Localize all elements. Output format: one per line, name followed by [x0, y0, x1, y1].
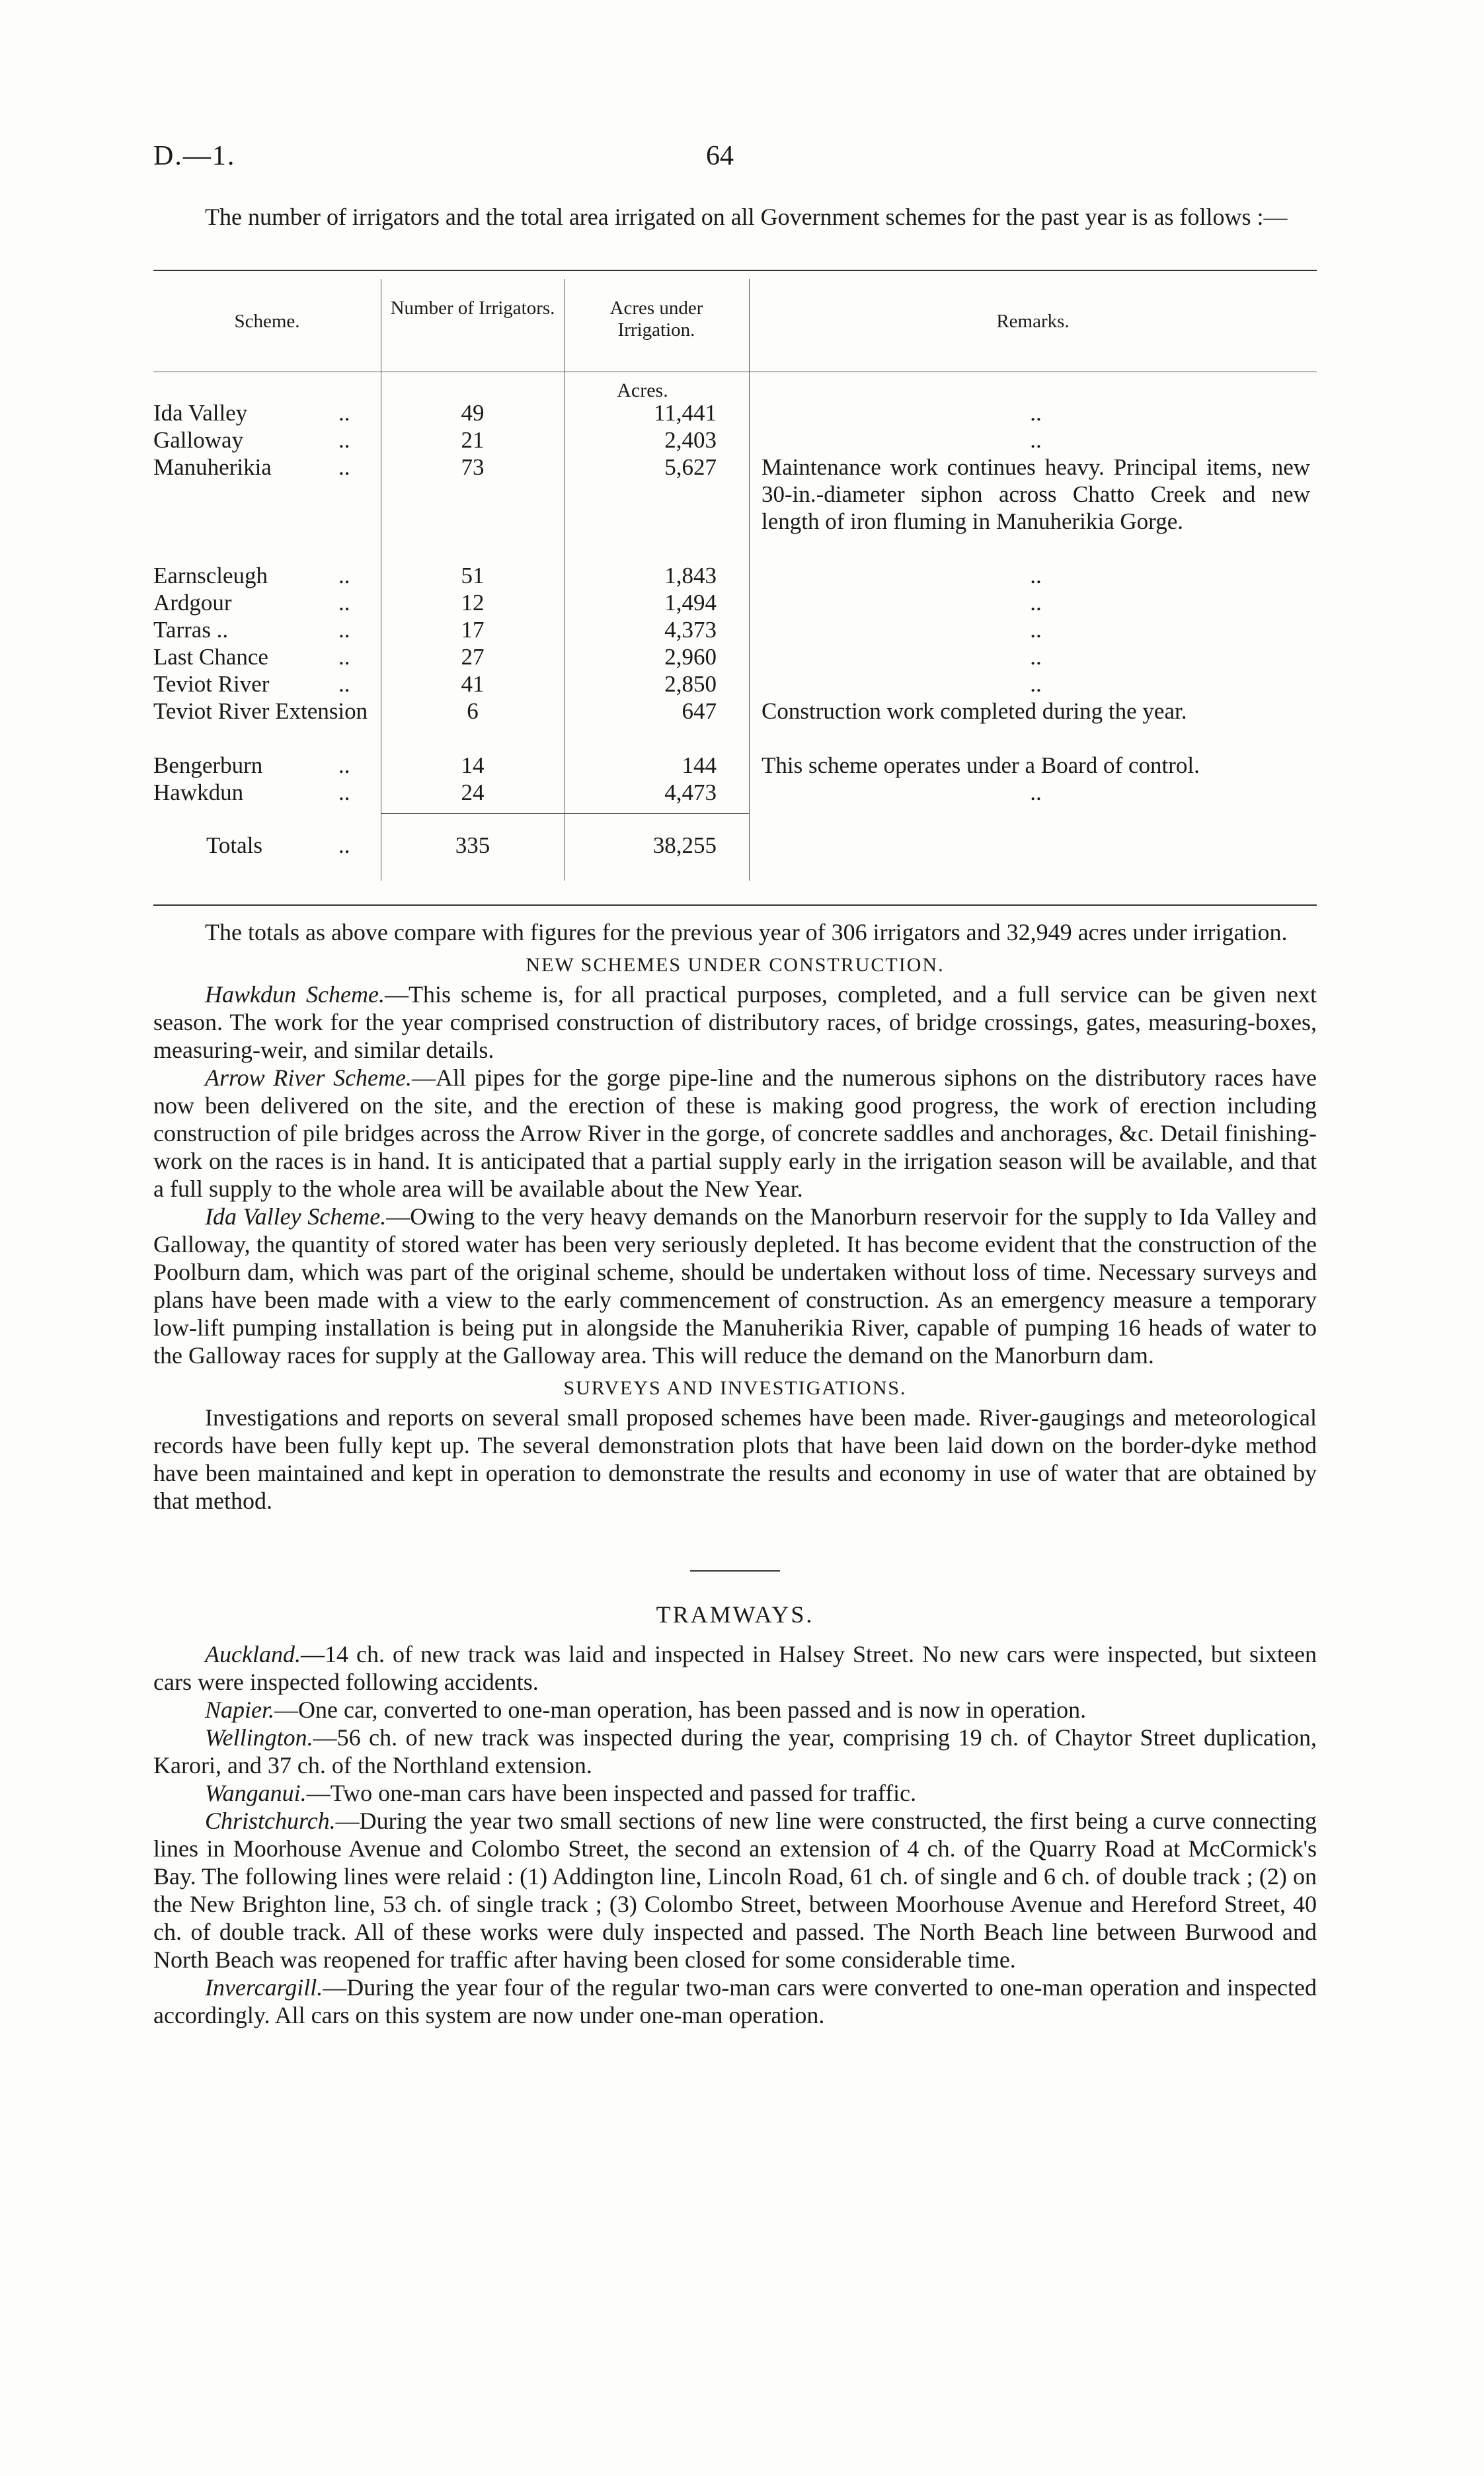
- surveys-paragraph: Investigations and reports on several small proposed schemes have been made. River-gaugings and meteorological records have been fully kept up. The several demonstration plots that have been laid down on the border-dyke method have been maintained and kept in operation to demonstrate the results and economy in use of water that are obtained by that method.: [153, 1404, 1317, 1514]
- leader-dots: ..: [338, 644, 350, 670]
- remarks-text: Maintenance work continues heavy. Principal items, new 30-in.-diameter siphon across Chatto Creek and new length of iron fluming in Manuherikia Gorge.: [762, 454, 1310, 534]
- tramway-paragraph: [153, 1779, 1317, 1807]
- leader-dots: ..: [338, 427, 350, 453]
- tramway-paragraph: [153, 1640, 1317, 1696]
- scheme-name: Teviot River Extension: [153, 698, 368, 724]
- acres-value: 2,960: [664, 644, 717, 670]
- acres-value: 144: [682, 752, 717, 778]
- acres-value: 1,843: [664, 563, 717, 588]
- intro-paragraph: The number of irrigators and the total area irrigated on all Government schemes for the past year is as follows :—: [205, 204, 1288, 230]
- remarks-text: ..: [1030, 427, 1042, 453]
- comparison-paragraph: The totals as above compare with figures for the previous year of 306 irrigators and 32,949 acres under irrigation.: [205, 919, 1288, 945]
- col-header-acres: Acres under Irrigation.: [609, 298, 703, 340]
- column-divider: [749, 279, 750, 881]
- surveys-heading: SURVEYS AND INVESTIGATIONS.: [563, 1377, 907, 1399]
- irrigators-value: 14: [461, 752, 485, 778]
- remarks-text: ..: [1030, 671, 1042, 697]
- tramway-paragraph: [153, 1724, 1317, 1779]
- scheme-name: Tarras ..: [153, 617, 229, 643]
- leader-dots: ..: [338, 671, 350, 697]
- new-schemes-heading: NEW SCHEMES UNDER CONSTRUCTION.: [526, 954, 945, 976]
- leader-dots: ..: [338, 617, 350, 643]
- scheme-name: Manuherikia: [153, 454, 272, 480]
- place-name: Wellington.: [205, 1724, 313, 1751]
- col-header-irrigators: Number of Irrigators.: [390, 298, 555, 319]
- acres-value: 1,494: [664, 590, 717, 616]
- tramway-paragraph: [153, 1807, 1317, 1974]
- irrigators-value: 27: [461, 644, 485, 670]
- acres-value: 647: [682, 698, 717, 724]
- acres-value: 2,403: [664, 427, 717, 453]
- scheme-name: Ida Valley: [153, 400, 248, 426]
- table-top-rule: [153, 270, 1317, 271]
- tramway-text: —During the year two small sections of new line were constructed, the first being a curve connecting lines in Moorhouse Avenue and Colombo Street, the second an extension of 4 ch. of the Quarry Road at McCormick's Bay. The following lines were relaid : (1) Addington line, Lincoln Road, 61 ch. of single and 6 ch. of double track ; (2) on the New Brighton line, 53 ch. of single track ; (3) Colombo Street, between Moorhouse Avenue and Hereford Street, 40 ch. of double track. All of these works were duly inspected and passed. The North Beach line between Burwood and North Beach was reopened for traffic after having been closed for some considerable time.: [153, 1808, 1317, 1973]
- irrigators-value: 17: [461, 617, 485, 643]
- tramway-text: —One car, converted to one-man operation, has been passed and is now in operation.: [274, 1697, 1087, 1723]
- tramway-text: —During the year four of the regular two-man cars were converted to one-man operation and inspected accordingly. All cars on this system are now under one-man operation.: [153, 1974, 1317, 2028]
- remarks-text: ..: [1030, 590, 1042, 616]
- document-reference: D.—1.: [153, 141, 236, 171]
- place-name: Invercargill.: [205, 1974, 323, 2001]
- tramway-text: —Two one-man cars have been inspected and passed for traffic.: [306, 1780, 917, 1806]
- col-header-scheme: Scheme.: [234, 311, 300, 332]
- scheme-name: Last Chance: [153, 644, 268, 670]
- leader-dots: ..: [338, 563, 350, 588]
- irrigators-value: 49: [461, 400, 485, 426]
- page-number: 64: [706, 141, 734, 171]
- scheme-name: Teviot River: [153, 671, 270, 697]
- leader-dots: ..: [338, 400, 350, 426]
- acres-value: 4,473: [664, 779, 717, 805]
- leader-dots: ..: [338, 779, 350, 805]
- tramway-paragraph: [153, 1696, 1317, 1724]
- leader-dots: ..: [338, 454, 350, 480]
- place-name: Wanganui.: [205, 1780, 307, 1806]
- tramway-paragraph: [153, 1974, 1317, 2029]
- totals-rule: [381, 813, 749, 814]
- remarks-text: This scheme operates under a Board of control.: [762, 752, 1200, 778]
- remarks-text: ..: [1030, 400, 1042, 426]
- place-name: Auckland.: [205, 1641, 301, 1667]
- acres-unit-label: Acres.: [617, 379, 668, 401]
- tramway-text: —56 ch. of new track was inspected during the year, comprising 19 ch. of Chaytor Street duplication, Karori, and 37 ch. of the Northland extension.: [153, 1724, 1317, 1778]
- scheme-text: —All pipes for the gorge pipe-line and the numerous siphons on the distributory races have now been delivered on the site, and the erection of these is making good progress, the work of erection including construction of pile bridges across the Arrow River in the gorge, of concrete saddles and anchorages, &c. Detail finishing-work on the races is in hand. It is anticipated that a partial supply early in the irrigation season will be available, and that a full supply to the whole area will be available about the New Year.: [153, 1064, 1317, 1202]
- irrigators-value: 6: [467, 698, 479, 724]
- scheme-title: Hawkdun Scheme.: [205, 981, 385, 1008]
- acres-value: 5,627: [664, 454, 717, 480]
- remarks-text: Construction work completed during the year.: [762, 698, 1187, 724]
- scheme-name: Bengerburn: [153, 752, 263, 778]
- body-text: [153, 918, 1317, 2029]
- acres-value: 4,373: [664, 617, 717, 643]
- remarks-text: ..: [1030, 779, 1042, 805]
- scheme-name: Earnscleugh: [153, 563, 268, 588]
- acres-value: 11,441: [654, 400, 717, 426]
- leader-dots: ..: [338, 590, 350, 616]
- scheme-text: —Owing to the very heavy demands on the Manorburn reservoir for the supply to Ida Valley and Galloway, the quantity of stored water has been very seriously depleted. It has become evident that the construction of the Poolburn dam, which was part of the original scheme, should be undertaken without loss of time. Necessary surveys and plans have been made with a view to the early commencement of construction. As an emergency measure a temporary low-lift pumping installation is being put in alongside the Manuherikia River, capable of pumping 16 heads of water to the Galloway races for supply at the Galloway area. This will reduce the demand on the Manorburn dam.: [153, 1203, 1317, 1369]
- tramways-heading: TRAMWAYS.: [656, 1601, 814, 1628]
- irrigators-value: 12: [461, 590, 485, 616]
- section-separator: [690, 1570, 780, 1572]
- acres-value: 2,850: [664, 671, 717, 697]
- scheme-name: Ardgour: [153, 590, 232, 616]
- new-scheme-paragraph: [153, 1203, 1317, 1369]
- leader-dots: ..: [338, 832, 350, 858]
- new-scheme-paragraph: [153, 1064, 1317, 1203]
- new-scheme-paragraph: [153, 980, 1317, 1064]
- totals-irrigators: 335: [455, 832, 490, 858]
- tramway-text: —14 ch. of new track was laid and inspected in Halsey Street. No new cars were inspected, but sixteen cars were inspected following accidents.: [153, 1641, 1317, 1695]
- remarks-text: ..: [1030, 563, 1042, 588]
- scheme-text: —This scheme is, for all practical purposes, completed, and a full service can be given next season. The work for the year comprised construction of distributory races, of bridge crossings, gates, measuring-boxes, measuring-weir, and similar details.: [153, 981, 1317, 1063]
- irrigators-value: 41: [461, 671, 485, 697]
- scheme-title: Arrow River Scheme.: [205, 1064, 412, 1091]
- totals-label: Totals: [206, 832, 263, 858]
- scheme-title: Ida Valley Scheme.: [205, 1203, 387, 1230]
- table-bottom-rule: [153, 904, 1317, 906]
- irrigators-value: 21: [461, 427, 485, 453]
- place-name: Napier.: [205, 1697, 275, 1723]
- scheme-name: Hawkdun: [153, 779, 244, 805]
- irrigators-value: 24: [461, 779, 485, 805]
- scheme-name: Galloway: [153, 427, 244, 453]
- remarks-text: ..: [1030, 617, 1042, 643]
- irrigators-value: 73: [461, 454, 485, 480]
- irrigators-value: 51: [461, 563, 485, 588]
- place-name: Christchurch.: [205, 1808, 336, 1834]
- col-header-remarks: Remarks.: [996, 311, 1070, 332]
- leader-dots: ..: [338, 752, 350, 778]
- remarks-text: ..: [1030, 644, 1042, 670]
- totals-acres: 38,255: [652, 832, 717, 858]
